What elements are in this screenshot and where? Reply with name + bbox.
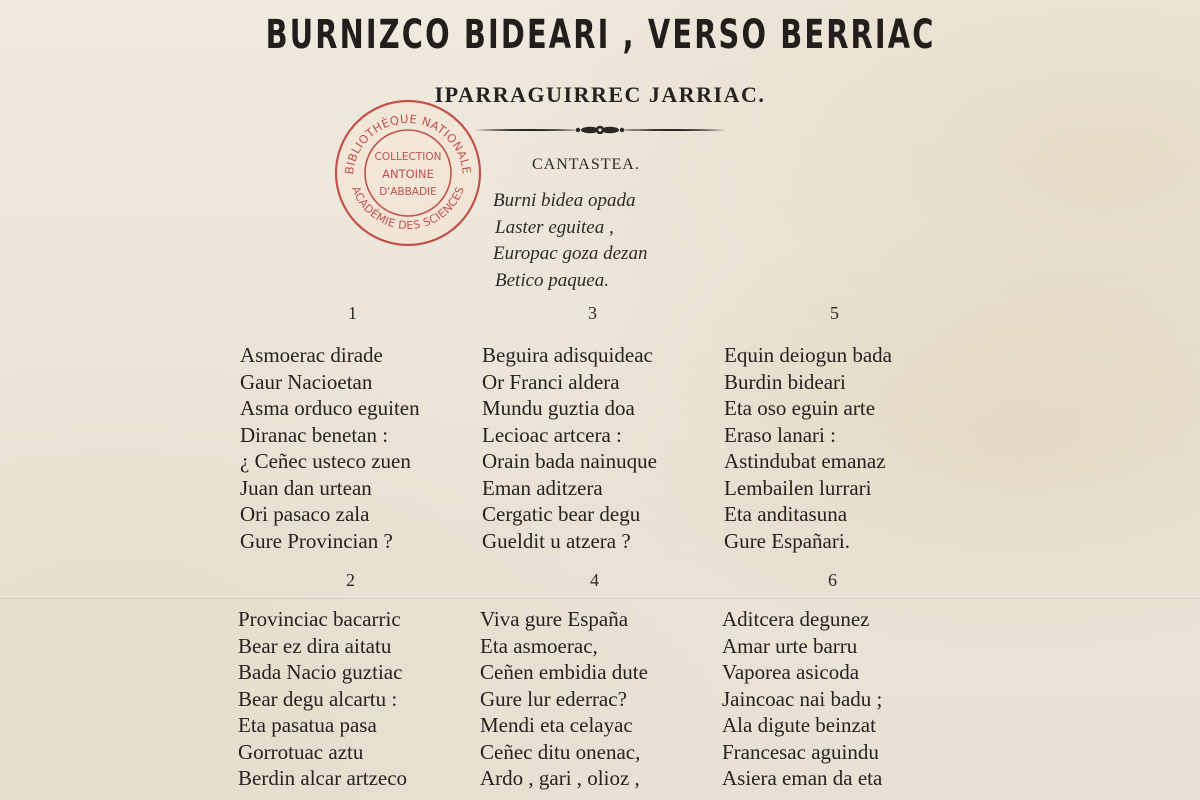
verse-line: Mendi eta celayac <box>480 713 633 737</box>
verse-line: Orain bada nainuque <box>482 449 657 473</box>
verse-line: Francesac aguindu <box>722 739 879 764</box>
verse-line: Bear degu alcartu : <box>238 686 398 711</box>
stamp-bottom-text: ACADÉMIE DES SCIENCES <box>348 184 468 233</box>
cantastea-line: Laster eguitea , <box>495 216 614 238</box>
verse-line: Lecioac artcera : <box>482 422 622 447</box>
stanza-number: 4 <box>590 570 599 590</box>
verse-line: Ala digute beinzat <box>722 713 876 737</box>
verse-line: Ori pasaco zala <box>240 502 370 526</box>
verse-line: Eta oso eguin arte <box>724 396 876 420</box>
stanza-lines <box>240 342 420 554</box>
stamp-top-text: BIBLIOTHÈQUE NATIONALE <box>342 111 474 176</box>
verse-line: Mundu guztia doa <box>482 396 635 420</box>
verse-line: Eta anditasuna <box>724 502 848 526</box>
stanza-number: 2 <box>346 570 355 590</box>
verse-line: Lembailen lurrari <box>724 475 872 500</box>
verse-line: Berdin alcar artzeco <box>238 766 408 790</box>
cantastea-verse <box>493 188 647 294</box>
page-subtitle: IPARRAGUIRREC JARRIAC. <box>434 82 766 107</box>
verse-line: ¿ Ceñec usteco zuen <box>240 449 411 473</box>
verse-line: Eraso lanari : <box>724 422 836 447</box>
stanza-2 <box>238 570 407 792</box>
verse-line: Bear ez dira aitatu <box>238 633 392 658</box>
verse-line: Astindubat emanaz <box>724 449 886 473</box>
verse-line: Burdin bideari <box>724 369 846 394</box>
stanza-number: 1 <box>348 303 357 323</box>
verse-line: Bada Nacio guztiac <box>238 660 403 684</box>
verse-line: Asma orduco eguiten <box>240 396 420 420</box>
cantastea-line: Europac goza dezan <box>493 243 648 264</box>
verse-line: Jaincoac nai badu ; <box>722 686 883 711</box>
verse-line: Juan dan urtean <box>240 475 372 500</box>
verse-line: Eman aditzera <box>482 475 603 500</box>
verse-line: Or Franci aldera <box>482 369 620 394</box>
stanza-5 <box>724 303 892 554</box>
stanza-number: 6 <box>828 570 837 590</box>
library-stamp <box>333 98 483 248</box>
stanza-4 <box>480 570 648 792</box>
verse-line: Ardo , gari , olioz , <box>480 766 640 790</box>
stanza-lines <box>482 342 657 554</box>
verse-line: Provinciac bacarric <box>238 607 401 631</box>
verse-line: Asiera eman da eta <box>722 766 883 790</box>
verse-line: Beguira adisquideac <box>482 343 653 367</box>
stanza-lines <box>480 606 648 792</box>
verse-line: Viva gure España <box>480 607 629 631</box>
verse-line: Gure lur ederrac? <box>480 686 627 711</box>
verse-line: Equin deiogun bada <box>724 343 892 367</box>
stanza-number: 3 <box>588 303 597 323</box>
verse-line: Gueldit u atzera ? <box>482 528 631 553</box>
cantastea-line: Betico paquea. <box>495 269 609 291</box>
verse-line: Eta pasatua pasa <box>238 713 377 737</box>
verse-line: Vaporea asicoda <box>722 660 860 684</box>
verse-line: Amar urte barru <box>722 633 858 658</box>
stanza-number: 5 <box>830 303 839 323</box>
verse-line: Ceñen embidia dute <box>480 660 648 684</box>
stamp-center-line-2: ANTOINE <box>382 167 434 181</box>
stanza-3 <box>482 303 657 554</box>
verse-line: Aditcera degunez <box>722 607 870 631</box>
cantastea-line: Burni bidea opada <box>493 190 636 211</box>
stanza-1 <box>240 303 420 554</box>
verse-line: Cergatic bear degu <box>482 502 641 526</box>
verse-line: Gaur Nacioetan <box>240 369 373 394</box>
cantastea-heading: CANTASTEA. <box>532 156 640 173</box>
stanza-lines <box>238 606 407 792</box>
verse-line: Ceñec ditu onenac, <box>480 739 641 764</box>
page-title: BURNIZCO BIDEARI , VERSO BERRIAC <box>265 12 936 58</box>
stamp-center-line-3: D'ABBADIE <box>379 186 437 198</box>
verse-line: Asmoerac dirade <box>240 343 383 367</box>
verse-line: Gure Españari. <box>724 528 850 553</box>
verse-line: Eta asmoerac, <box>480 633 598 658</box>
verse-line: Gorrotuac aztu <box>238 739 364 764</box>
verse-line: Gure Provincian ? <box>240 528 393 553</box>
stanza-6 <box>722 570 882 792</box>
ornament-divider <box>472 120 728 140</box>
stamp-center-line-1: COLLECTION <box>374 151 442 163</box>
verse-line: Diranac benetan : <box>240 422 389 447</box>
stanza-lines <box>724 342 892 554</box>
stanza-lines <box>722 606 882 792</box>
